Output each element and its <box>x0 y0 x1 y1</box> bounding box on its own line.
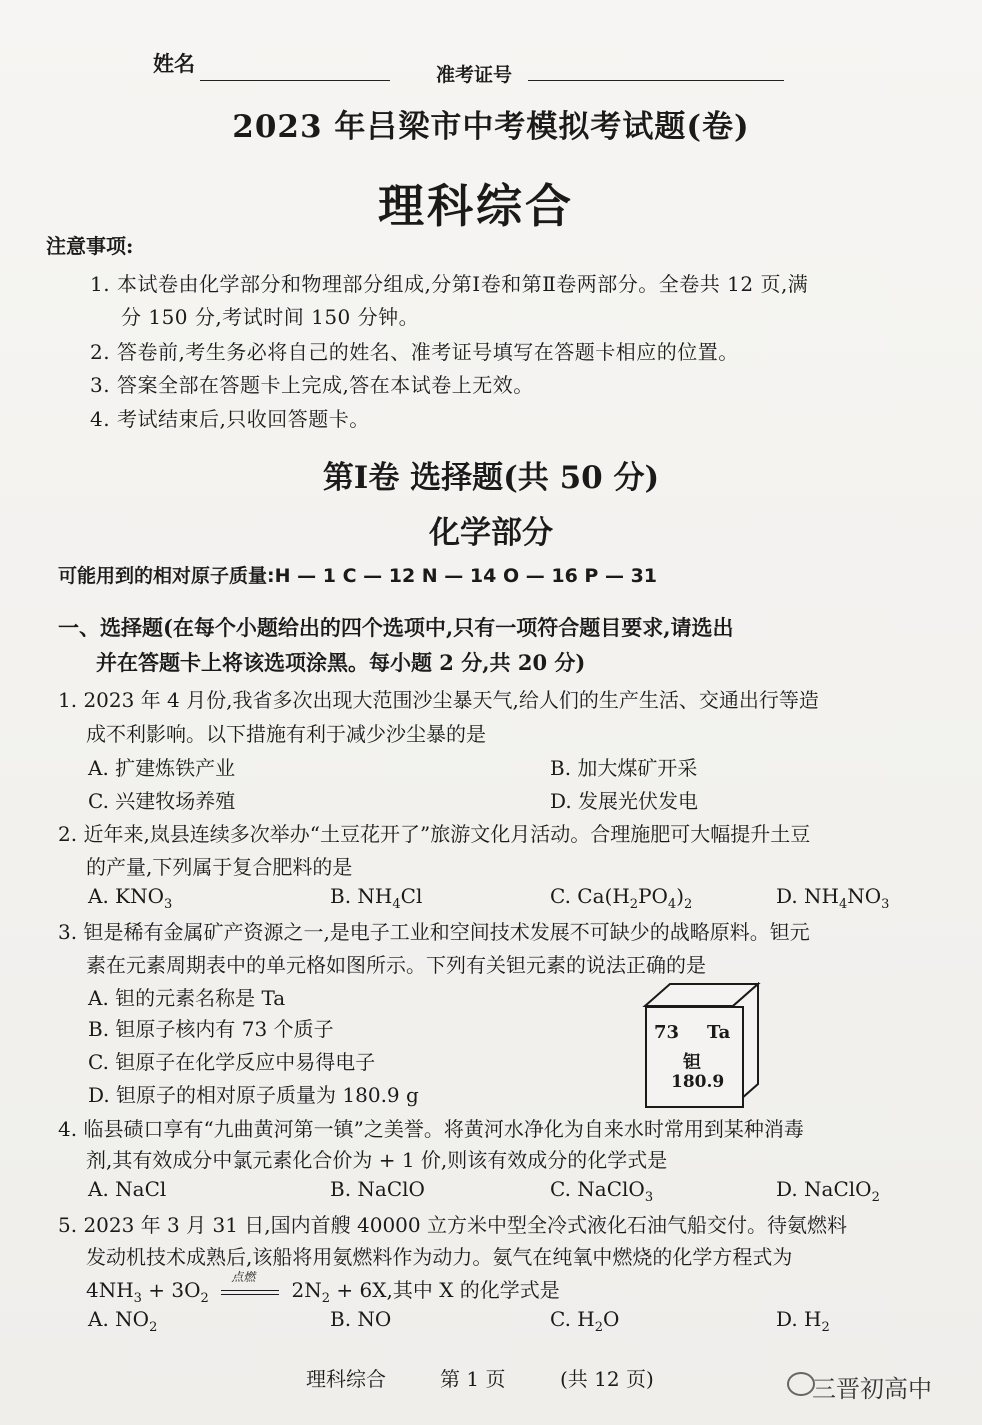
watermark-text: 三晋初高中 <box>812 1375 932 1403</box>
q2-option-c: C. $Ca(H_2PO_4)_2$ <box>550 884 693 912</box>
part1-heading: 一、选择题 <box>58 615 163 640</box>
q5-equation: $4NH_3 + 3O_2$ 点燃 $2N_2 + 6X$,其中 X 的化学式是 <box>86 1269 560 1306</box>
q1-option-c: C. 兴建牧场养殖 <box>88 789 236 813</box>
q4-option-d: D. NaClO$_2$ <box>776 1177 880 1205</box>
q1-stem-2: 成不利影响。以下措施有利于减少沙尘暴的是 <box>86 722 486 746</box>
part1-instructions-2: 并在答题卡上将该选项涂黑。每小题 2 分,共 20 分) <box>96 650 586 675</box>
q5-option-b: B. NO <box>330 1307 392 1331</box>
part1-instructions-1: (在每个小题给出的四个选项中,只有一项符合题目要求,请选出 <box>163 615 734 640</box>
q3-option-c: C. 钽原子在化学反应中易得电子 <box>88 1050 376 1074</box>
q3-stem-1: 3. 钽是稀有金属矿产资源之一,是电子工业和空间技术发展不可缺少的战略原料。钽元 <box>58 920 810 944</box>
exam-id-label: 准考证号 <box>436 64 513 86</box>
q2-stem-2: 的产量,下列属于复合肥料的是 <box>86 855 353 879</box>
q5-option-a: A. $NO_2$ <box>88 1307 158 1335</box>
notice-item-1: 1. 本试卷由化学部分和物理部分组成,分第Ⅰ卷和第Ⅱ卷两部分。全卷共 12 页,满 <box>90 272 809 296</box>
q4-option-a: A. NaCl <box>88 1177 167 1201</box>
q1-option-b: B. 加大煤矿开采 <box>550 756 698 780</box>
notice-item-4: 4. 考试结束后,只收回答题卡。 <box>90 407 370 431</box>
q3-option-a: A. 钽的元素名称是 Ta <box>88 986 286 1010</box>
q5-stem-1: 5. 2023 年 3 月 31 日,国内首艘 40000 立方米中型全冷式液化石油气船交付。待氨燃料 <box>58 1213 847 1237</box>
q5-stem-2: 发动机技术成熟后,该船将用氨燃料作为动力。氨气在纯氧中燃烧的化学方程式为 <box>86 1245 793 1269</box>
q5-option-d: D. $H_2$ <box>776 1307 830 1335</box>
element-name: 钽 <box>683 1052 701 1073</box>
wechat-icon <box>787 1372 815 1396</box>
q2-option-b: B. $NH_4Cl$ <box>330 884 423 912</box>
element-cell <box>645 1006 744 1108</box>
q2-option-d: D. $NH_4NO_3$ <box>776 884 890 912</box>
q3-option-d: D. 钽原子的相对原子质量为 180.9 g <box>88 1083 419 1107</box>
q1-stem-1: 1. 2023 年 4 月份,我省多次出现大范围沙尘暴天气,给人们的生产生活、交通出行等造 <box>58 688 819 712</box>
atomic-masses: 可能用到的相对原子质量:H — 1 C — 12 N — 14 O — 16 P — 31 <box>58 565 658 587</box>
exam-id-underline <box>528 80 784 81</box>
footer-page: 第 1 页 <box>440 1367 506 1391</box>
q4-stem-1: 4. 临县碛口享有“九曲黄河第一镇”之美誉。将黄河水净化为自来水时常用到某种消毒 <box>58 1117 804 1141</box>
notice-item-3: 3. 答案全部在答题卡上完成,答在本试卷上无效。 <box>90 373 534 397</box>
q1-option-a: A. 扩建炼铁产业 <box>88 756 236 780</box>
footer-subject: 理科综合 <box>306 1367 386 1391</box>
q1-option-d: D. 发展光伏发电 <box>550 789 699 813</box>
element-mass: 180.9 <box>671 1072 725 1092</box>
notice-heading: 注意事项: <box>46 234 134 258</box>
part1-heading-line <box>58 612 734 642</box>
reaction-condition: 点燃 <box>231 1269 256 1284</box>
reaction-arrow <box>221 1269 279 1302</box>
q5-option-c: C. $H_2O$ <box>550 1307 620 1335</box>
name-label: 姓名 <box>153 51 195 76</box>
element-atomic-number: 73 <box>654 1022 680 1043</box>
element-symbol: Ta <box>707 1022 731 1043</box>
q4-stem-2: 剂,其有效成分中氯元素化合价为 + 1 价,则该有效成分的化学式是 <box>86 1148 668 1172</box>
name-underline <box>200 80 390 81</box>
q3-stem-2: 素在元素周期表中的单元格如图所示。下列有关钽元素的说法正确的是 <box>86 953 706 977</box>
q2-stem-1: 2. 近年来,岚县连续多次举办“土豆花开了”旅游文化月活动。合理施肥可大幅提升土豆 <box>58 822 811 846</box>
q3-option-b: B. 钽原子核内有 73 个质子 <box>88 1017 334 1041</box>
section-subtitle: 化学部分 <box>429 515 553 551</box>
notice-item-1-cont: 分 150 分,考试时间 150 分钟。 <box>121 305 420 329</box>
notice-item-2: 2. 答卷前,考生务必将自己的姓名、准考证号填写在答题卡相应的位置。 <box>90 340 739 364</box>
subject-title: 理科综合 <box>378 179 574 233</box>
section-title: 第Ⅰ卷 选择题(共 50 分) <box>322 460 660 496</box>
q4-option-b: B. NaClO <box>330 1177 425 1201</box>
footer-total: (共 12 页) <box>560 1367 654 1391</box>
exam-title: 2023 年吕梁市中考模拟考试题(卷) <box>232 109 750 145</box>
q2-option-a: A. $KNO_3$ <box>88 884 173 912</box>
q4-option-c: C. NaClO$_3$ <box>550 1177 654 1205</box>
